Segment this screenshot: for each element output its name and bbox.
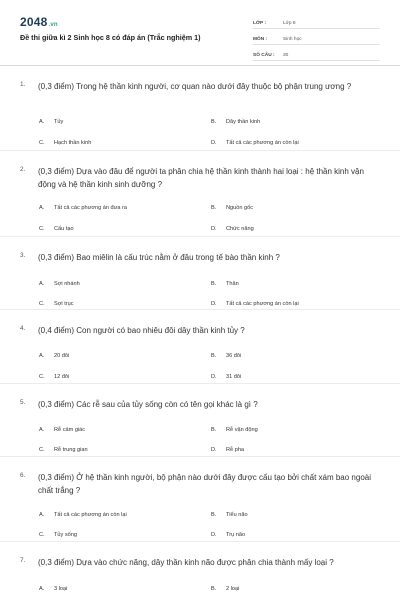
option-text: 12 đôi [54, 374, 70, 380]
question-text: (0,3 điểm) Dựa vào đâu để người ta phân chia hệ thần kinh thành hai loại : hệ thần kinh vận động và hệ thần kinh sinh dưỡng ? [38, 167, 364, 189]
option-text: Tất cả các phương án còn lại [54, 512, 127, 518]
option-letter: B. [211, 281, 217, 287]
option-d[interactable] [211, 447, 244, 453]
option-letter: A. [39, 427, 45, 433]
option-b[interactable] [211, 353, 241, 359]
option-letter: C. [39, 226, 45, 232]
option-text: 36 đôi [226, 353, 242, 359]
option-a[interactable] [39, 353, 69, 359]
option-letter: B. [211, 512, 217, 518]
question-header [20, 80, 380, 93]
question-number: 1. [20, 81, 26, 88]
option-letter: B. [211, 353, 217, 359]
option-c[interactable] [39, 140, 91, 146]
option-text: 2 loại [226, 586, 240, 592]
option-d[interactable] [211, 532, 245, 538]
option-letter: A. [39, 353, 45, 359]
option-text: 31 đôi [226, 374, 242, 380]
question-number: 2. [20, 166, 26, 173]
option-letter: A. [39, 281, 45, 287]
option-text: 3 loại [54, 586, 68, 592]
option-b[interactable] [211, 586, 239, 592]
option-text: 20 đôi [54, 353, 70, 359]
option-a[interactable] [39, 586, 67, 592]
option-c[interactable] [39, 226, 74, 232]
question-header [20, 556, 380, 569]
question-header [20, 324, 380, 337]
question-item [0, 151, 400, 237]
site-logo[interactable] [20, 15, 58, 29]
question-text: (0,3 điểm) Bao miêlin là cấu trúc nằm ở đâu trong tế bào thần kinh ? [38, 253, 280, 262]
meta-label: MÔN : [253, 37, 268, 42]
meta-value: 30 [283, 53, 289, 58]
option-a[interactable] [39, 512, 127, 518]
question-item [0, 384, 400, 457]
option-text: Sợi trục [54, 301, 74, 307]
option-d[interactable] [211, 140, 299, 146]
option-letter: B. [211, 205, 217, 211]
question-number: 4. [20, 325, 26, 332]
option-letter: D. [211, 447, 217, 453]
option-a[interactable] [39, 281, 80, 287]
option-b[interactable] [211, 119, 260, 125]
option-a[interactable] [39, 427, 85, 433]
option-text: Dây thần kinh [226, 119, 261, 125]
option-text: Rễ pha [226, 447, 245, 453]
option-text: Thân [226, 281, 239, 287]
exam-header [0, 0, 400, 66]
option-text: Tủy [54, 119, 64, 125]
option-letter: D. [211, 374, 217, 380]
option-b[interactable] [211, 427, 258, 433]
option-text: Rễ vận động [226, 427, 258, 433]
meta-value: Lớp 8 [283, 21, 296, 26]
question-header [20, 165, 380, 191]
option-text: Rễ cảm giác [54, 427, 86, 433]
option-letter: B. [211, 119, 217, 125]
option-b[interactable] [211, 205, 253, 211]
option-letter: A. [39, 119, 45, 125]
option-c[interactable] [39, 447, 88, 453]
option-letter: D. [211, 532, 217, 538]
question-number: 3. [20, 252, 26, 259]
option-c[interactable] [39, 374, 69, 380]
question-item [0, 542, 400, 600]
question-item [0, 457, 400, 542]
question-text: (0,3 điểm) Dựa vào chức năng, dây thần kinh não được phân chia thành mấy loại ? [38, 558, 334, 567]
option-letter: C. [39, 140, 45, 146]
option-text: Tất cả các phương án còn lại [226, 140, 299, 146]
meta-row-class [253, 15, 380, 29]
question-item [0, 66, 400, 151]
option-b[interactable] [211, 281, 239, 287]
question-header [20, 398, 380, 411]
option-c[interactable] [39, 532, 77, 538]
logo-text: 2048 [20, 15, 48, 29]
question-header [20, 471, 380, 497]
exam-meta [253, 15, 380, 63]
option-letter: D. [211, 226, 217, 232]
option-b[interactable] [211, 512, 248, 518]
question-text: (0,3 điểm) Ở hệ thần kinh người, bộ phận nào dưới đây được cấu tạo bởi chất xám bao ngoài chất trắng ? [38, 473, 371, 495]
option-d[interactable] [211, 374, 241, 380]
question-text: (0,3 điểm) Các rễ sau của tủy sống còn có tên gọi khác là gì ? [38, 400, 258, 409]
meta-label: LỚP : [253, 21, 267, 26]
option-letter: C. [39, 374, 45, 380]
question-number: 7. [20, 557, 26, 564]
question-item [0, 310, 400, 384]
option-text: Sợi nhánh [54, 281, 80, 287]
meta-value: Sinh học [283, 37, 302, 42]
option-text: Nguồn gốc [226, 205, 254, 211]
exam-title: Đề thi giữa kì 2 Sinh học 8 có đáp án (Trắc nghiệm 1) [20, 33, 201, 42]
option-a[interactable] [39, 205, 127, 211]
option-text: Chức năng [226, 226, 254, 232]
option-text: Tiểu não [226, 512, 248, 518]
option-text: Tất cả các phương án đưa ra [54, 205, 128, 211]
option-letter: C. [39, 532, 45, 538]
option-text: Tất cả các phương án còn lại [226, 301, 299, 307]
option-letter: C. [39, 301, 45, 307]
question-text: (0,4 điểm) Con người có bao nhiêu đôi dây thần kinh tủy ? [38, 326, 245, 335]
option-letter: C. [39, 447, 45, 453]
option-letter: A. [39, 586, 45, 592]
question-number: 6. [20, 472, 26, 479]
option-text: Trụ não [226, 532, 246, 538]
meta-row-subject [253, 31, 380, 45]
question-number: 5. [20, 399, 26, 406]
meta-row-count [253, 47, 380, 61]
option-letter: B. [211, 427, 217, 433]
logo-suffix: .vn [48, 22, 58, 28]
option-letter: A. [39, 512, 45, 518]
meta-label: SỐ CÂU : [253, 53, 275, 58]
option-letter: D. [211, 301, 217, 307]
option-letter: B. [211, 586, 217, 592]
option-text: Cấu tạo [54, 226, 74, 232]
option-letter: A. [39, 205, 45, 211]
option-text: Tủy sống [54, 532, 78, 538]
option-c[interactable] [39, 301, 74, 307]
option-a[interactable] [39, 119, 63, 125]
option-text: Hạch thần kinh [54, 140, 92, 146]
question-header [20, 251, 380, 264]
option-text: Rễ trung gian [54, 447, 88, 453]
question-item [0, 237, 400, 310]
option-d[interactable] [211, 301, 299, 307]
option-letter: D. [211, 140, 217, 146]
option-d[interactable] [211, 226, 254, 232]
question-text: (0,3 điểm) Trong hệ thần kinh người, cơ quan nào dưới đây thuộc bộ phận trung ương ? [38, 82, 352, 91]
